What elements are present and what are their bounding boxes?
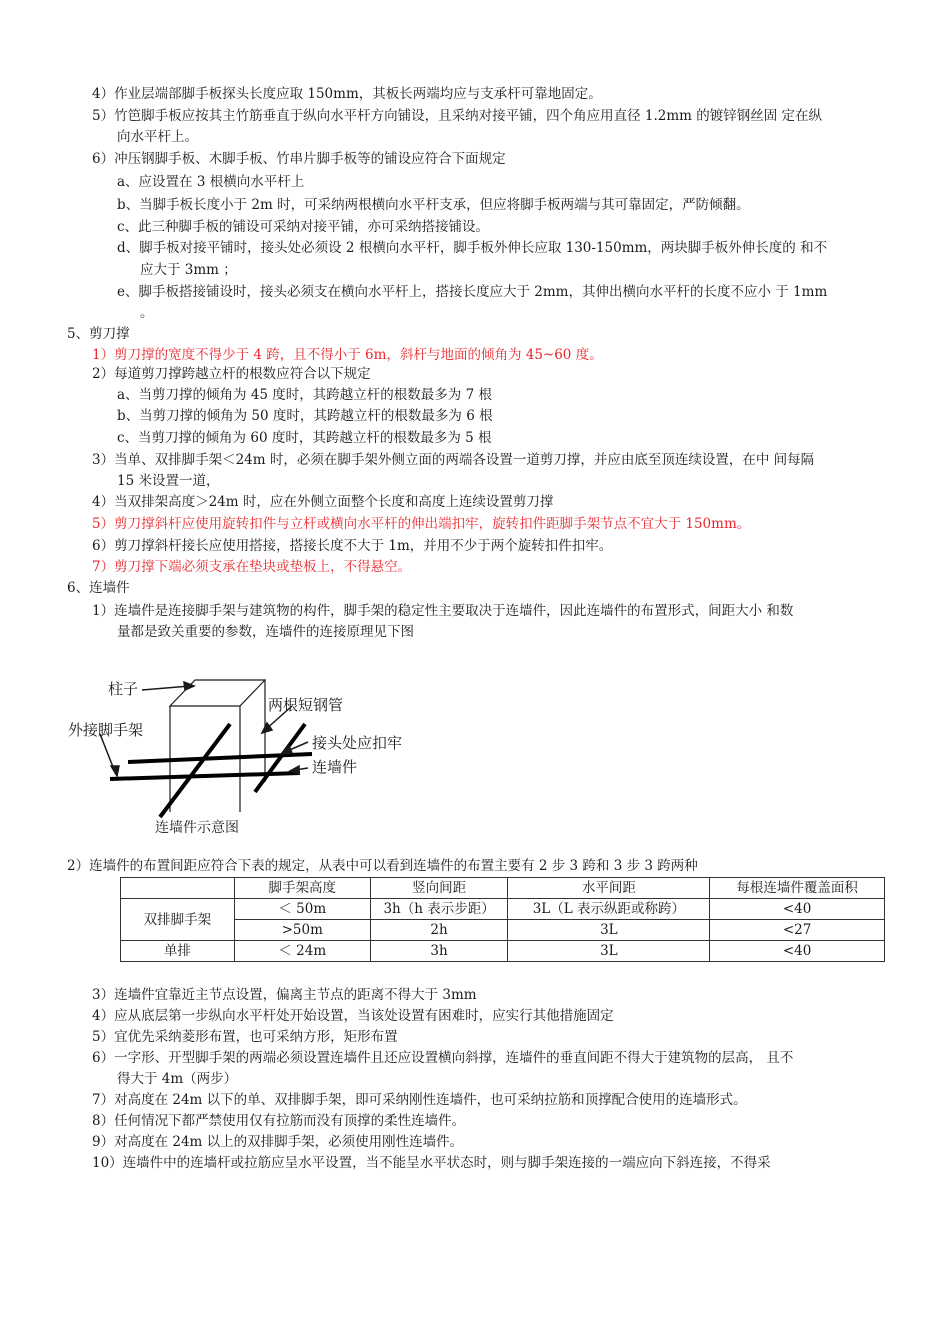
- table-row: [121, 920, 885, 941]
- label-joint: 接头处应扣牢: [312, 734, 403, 752]
- text-line: a、应设置在 3 根横向水平杆上: [117, 174, 305, 190]
- table-header-cell: [121, 878, 235, 899]
- table-cell: >50m: [234, 920, 370, 941]
- text-line: 4）作业层端部脚手板探头长度应取 150mm，其板长两端均应与支承杆可靠地固定。: [92, 86, 602, 102]
- table-cell: <40: [710, 941, 885, 962]
- text-line: 应大于 3mm ；: [140, 262, 237, 278]
- text-line: 3）连墙件宜靠近主节点设置，偏离主节点的距离不得大于 3mm: [92, 987, 477, 1003]
- tube-lower: [110, 773, 300, 779]
- text-line: 8）任何情况下都严禁使用仅有拉筋而没有顶撑的柔性连墙件。: [92, 1113, 466, 1129]
- text-line: b、当剪刀撑的倾角为 50 度时，其跨越立杆的根数最多为 6 根: [117, 408, 493, 424]
- table-cell: 单排: [121, 941, 235, 962]
- text-line: 5）宜优先采纳菱形布置，也可采纳方形，矩形布置: [92, 1029, 398, 1045]
- text-line: 9）对高度在 24m 以上的双排脚手架，必须使用刚性连墙件。: [92, 1134, 464, 1150]
- text-line: 7）对高度在 24m 以下的单、双排脚手架，即可采纳刚性连墙件，也可采纳拉筋和顶撑配合使用的连墙形式。: [92, 1092, 747, 1108]
- text-line: 5）竹笆脚手板应按其主竹筋垂直于纵向水平杆方向铺设，且采纳对接平铺，四个角应用直径 1.2mm 的镀锌钢丝固 定在纵: [92, 108, 823, 124]
- table-header-cell: 脚手架高度: [234, 878, 370, 899]
- label-tie: 连墙件: [312, 758, 358, 776]
- text-line: 6）剪刀撑斜杆接长应使用搭接，搭接长度不大于 1m，并用不少于两个旋转扣件扣牢。: [92, 538, 613, 554]
- text-line: 3）当单、双排脚手架＜24m 时，必须在脚手架外侧立面的两端各设置一道剪刀撑，并应由底至顶连续设置，在中 间每隔: [92, 452, 815, 468]
- text-line: 向水平杆上。: [117, 129, 198, 145]
- table-cell: <27: [710, 920, 885, 941]
- text-line: 。: [140, 305, 154, 321]
- table-cell: ＜ 50m: [234, 899, 370, 920]
- text-line: 4）应从底层第一步纵向水平杆处开始设置，当该处设置有困难时，应实行其他措施固定: [92, 1008, 614, 1024]
- table-intro: 2）连墙件的布置间距应符合下表的规定，从表中可以看到连墙件的布置主要有 2 步 3 跨和 3 步 3 跨两种: [67, 858, 698, 874]
- table-cell: 3h: [370, 941, 508, 962]
- text-line: 6）冲压钢脚手板、木脚手板、竹串片脚手板等的铺设应符合下面规定: [92, 151, 506, 167]
- table-header-row: [121, 878, 885, 899]
- table-row: [121, 941, 885, 962]
- wall-tie-diagram: [60, 672, 440, 842]
- table-header-cell: 竖向间距: [370, 878, 508, 899]
- table-cell: 3L: [508, 920, 710, 941]
- text-line: 10）连墙件中的连墙杆或拉筋应呈水平设置，当不能呈水平状态时，则与脚手架连接的一端应向下斜连接，不得采: [92, 1155, 771, 1171]
- table-cell: <40: [710, 899, 885, 920]
- text-line-highlight: 5）剪刀撑斜杆应使用旋转扣件与立杆或横向水平杆的伸出端扣牢，旋转扣件距脚手架节点不宜大于 150mm。: [92, 516, 751, 532]
- table-cell: 3L: [508, 941, 710, 962]
- text-line: c、当剪刀撑的倾角为 60 度时，其跨越立杆的根数最多为 5 根: [117, 430, 492, 446]
- diagram-caption: 连墙件示意图: [155, 820, 239, 836]
- text-line: 4）当双排架高度＞24m 时，应在外侧立面整个长度和高度上连续设置剪刀撑: [92, 494, 554, 510]
- wall-tie-spacing-table: [120, 877, 885, 962]
- label-scaffold: 外接脚手架: [68, 721, 144, 739]
- text-line: c、此三种脚手板的铺设可采纳对接平铺，亦可采纳搭接铺设。: [117, 219, 490, 235]
- section-heading: 5、剪刀撑: [67, 326, 130, 342]
- table-row: [121, 899, 885, 920]
- text-line: 6）一字形、开型脚手架的两端必须设置连墙件且还应设置横向斜撑，连墙件的垂直间距不得大于建筑物的层高， 且不: [92, 1050, 794, 1066]
- label-tubes: 两根短钢管: [268, 696, 344, 714]
- table-cell: 3L（L 表示纵距或称跨）: [508, 899, 710, 920]
- text-line: e、脚手板搭接铺设时，接头必须支在横向水平杆上，搭接长度应大于 2mm，其伸出横向水平杆的长度不应小 于 1mm: [117, 284, 828, 300]
- table-cell: 2h: [370, 920, 508, 941]
- table-cell: 3h（h 表示步距）: [370, 899, 508, 920]
- label-column: 柱子: [108, 680, 139, 698]
- table-header-cell: 水平间距: [508, 878, 710, 899]
- text-line: 15 米设置一道，: [117, 473, 220, 489]
- section-heading: 6、连墙件: [67, 580, 130, 596]
- text-line: 2）每道剪刀撑跨越立杆的根数应符合以下规定: [92, 366, 371, 382]
- text-line: b、当脚手板长度小于 2m 时，可采纳两根横向水平杆支承，但应将脚手板两端与其可靠固定，严防倾翻。: [117, 197, 750, 213]
- arrow-scaffold-head: [111, 766, 119, 776]
- text-line-highlight: 7）剪刀撑下端必须支承在垫块或垫板上，不得悬空。: [92, 559, 412, 575]
- table-cell: 双排脚手架: [121, 899, 235, 941]
- table-cell: ＜ 24m: [234, 941, 370, 962]
- text-line: 1）连墙件是连接脚手架与建筑物的构件，脚手架的稳定性主要取决于连墙件，因此连墙件的布置形式，间距大小 和数: [92, 603, 794, 619]
- text-line-highlight: 1）剪刀撑的宽度不得少于 4 跨，且不得小于 6m，斜杆与地面的倾角为 45~60 度。: [92, 347, 603, 363]
- arrow-column: [142, 686, 190, 690]
- text-line: d、脚手板对接平铺时，接头处必须设 2 根横向水平杆，脚手板外伸长应取 130-150mm，两块脚手板外伸长度的 和不: [117, 240, 828, 256]
- table-header-cell: 每根连墙件覆盖面积: [710, 878, 885, 899]
- text-line: 量都是致关重要的参数，连墙件的连接原理见下图: [117, 624, 414, 640]
- text-line: 得大于 4m（两步）: [117, 1071, 238, 1087]
- text-line: a、当剪刀撑的倾角为 45 度时，其跨越立杆的根数最多为 7 根: [117, 387, 492, 403]
